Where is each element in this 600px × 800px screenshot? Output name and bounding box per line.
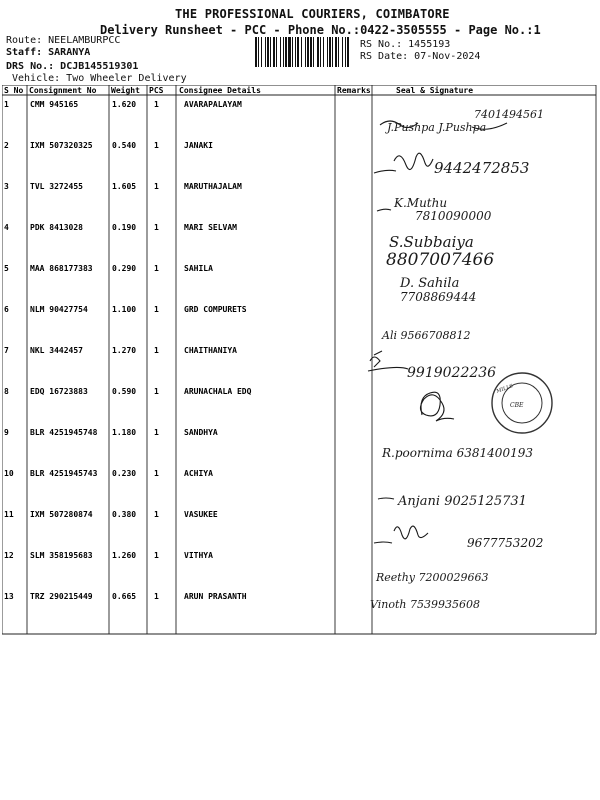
table-cell-consignment: EDQ 16723883 <box>30 387 88 396</box>
table-cell-consignee: ARUN PRASANTH <box>184 592 247 601</box>
table-cell-consignment: CMM 945165 <box>30 100 79 109</box>
table-cell-consignee: JANAKI <box>184 141 213 150</box>
table-cell-consignment: IXM 507280874 <box>30 510 93 519</box>
table-cell-sno: 11 <box>4 510 14 519</box>
table-cell-sno: 4 <box>4 223 9 232</box>
table-cell-weight: 1.620 <box>112 100 137 109</box>
table-cell-sno: 13 <box>4 592 14 601</box>
table-cell-consignment: BLR 4251945748 <box>30 428 98 437</box>
table-cell-consignment: TVL 3272455 <box>30 182 83 191</box>
table-cell-consignee: AVARAPALAYAM <box>184 100 242 109</box>
column-header: S No <box>4 86 24 95</box>
barcode-bar <box>313 37 314 67</box>
table-cell-weight: 1.605 <box>112 182 137 191</box>
table-cell-pcs: 1 <box>154 182 159 191</box>
table-cell-pcs: 1 <box>154 264 159 273</box>
table-cell-pcs: 1 <box>154 551 159 560</box>
table-cell-consignment: BLR 4251945743 <box>30 469 98 478</box>
barcode-bar <box>327 37 328 67</box>
table-cell-weight: 0.590 <box>112 387 137 396</box>
barcode-bar <box>301 37 302 67</box>
column-header: Remarks <box>337 86 371 95</box>
barcode <box>255 37 350 67</box>
table-cell-pcs: 1 <box>154 305 159 314</box>
barcode-bar <box>265 37 266 67</box>
table-cell-weight: 0.540 <box>112 141 137 150</box>
handwritten-phone: 7810090000 <box>415 209 492 223</box>
barcode-bar <box>288 37 291 67</box>
barcode-bar <box>280 37 281 67</box>
table-cell-consignee: MARI SELVAM <box>184 223 237 232</box>
table-cell-consignment: NKL 3442457 <box>30 346 83 355</box>
handwritten-phone: 9677753202 <box>467 536 544 550</box>
column-header: PCS <box>149 86 164 95</box>
table-cell-weight: 0.665 <box>112 592 137 601</box>
barcode-bar <box>332 37 333 67</box>
barcode-bar <box>338 37 339 67</box>
table-cell-pcs: 1 <box>154 346 159 355</box>
handwritten-signature: J.Pushpa J.Pushpa <box>387 121 487 134</box>
handwritten-phone: 9442472853 <box>434 159 530 177</box>
barcode-bar <box>317 37 319 67</box>
handwritten-signature: Vinoth 7539935608 <box>370 598 480 611</box>
runsheet-table <box>2 85 597 635</box>
runsheet-heading: Delivery Runsheet - PCC - Phone No.:0422-3505555 - Page No.:1 <box>100 23 541 37</box>
barcode-bar <box>342 37 343 67</box>
barcode-bar <box>335 37 337 67</box>
table-cell-weight: 1.180 <box>112 428 137 437</box>
table-cell-sno: 10 <box>4 469 14 478</box>
table-cell-sno: 2 <box>4 141 9 150</box>
barcode-bar <box>261 37 262 67</box>
table-cell-pcs: 1 <box>154 387 159 396</box>
table-cell-consignee: VASUKEE <box>184 510 218 519</box>
table-cell-pcs: 1 <box>154 469 159 478</box>
barcode-bar <box>320 37 321 67</box>
table-cell-sno: 6 <box>4 305 9 314</box>
drs-number: DRS No.: DCJB145519301 <box>6 61 139 72</box>
table-cell-weight: 1.260 <box>112 551 137 560</box>
table-cell-consignment: SLM 358195683 <box>30 551 93 560</box>
handwritten-signature: K.Muthu <box>394 196 448 210</box>
table-cell-pcs: 1 <box>154 100 159 109</box>
signature-scribble <box>378 498 394 499</box>
route-label: Route: NEELAMBURPCC <box>6 35 121 46</box>
handwritten-signature: Reethy 7200029663 <box>376 571 489 584</box>
table-cell-weight: 0.230 <box>112 469 137 478</box>
barcode-bar <box>310 37 312 67</box>
table-cell-sno: 12 <box>4 551 14 560</box>
svg-text:MILLS: MILLS <box>495 383 514 395</box>
table-cell-consignment: NLM 90427754 <box>30 305 88 314</box>
column-header: Consignment No <box>29 86 97 95</box>
column-header: Consignee Details <box>179 86 261 95</box>
table-cell-consignee: GRD COMPURETS <box>184 305 247 314</box>
staff-label: Staff: SARANYA <box>6 47 91 58</box>
vehicle-label: Vehicle: Two Wheeler Delivery <box>12 73 187 84</box>
barcode-bar <box>255 37 257 67</box>
seal-stamp <box>492 373 552 433</box>
barcode-bar <box>267 37 269 67</box>
handwritten-phone: Anjani 9025125731 <box>398 494 527 509</box>
table-cell-consignee: CHAITHANIYA <box>184 346 237 355</box>
table-cell-sno: 7 <box>4 346 9 355</box>
table-cell-consignee: ACHIYA <box>184 469 213 478</box>
table-cell-weight: 0.290 <box>112 264 137 273</box>
signature-scribble <box>368 351 408 371</box>
signature-scribble <box>374 153 433 173</box>
barcode-bar <box>295 37 296 67</box>
table-cell-sno: 1 <box>4 100 9 109</box>
handwritten-phone: 8807007466 <box>386 250 495 270</box>
barcode-bar <box>292 37 293 67</box>
table-cell-consignee: MARUTHAJALAM <box>184 182 242 191</box>
barcode-bar <box>345 37 346 67</box>
table-cell-weight: 1.100 <box>112 305 137 314</box>
barcode-bar <box>270 37 271 67</box>
signature-scribble <box>420 392 454 421</box>
barcode-bar <box>273 37 275 67</box>
column-header: Seal & Signature <box>396 86 474 95</box>
table-cell-pcs: 1 <box>154 592 159 601</box>
table-cell-sno: 5 <box>4 264 9 273</box>
table-cell-weight: 0.380 <box>112 510 137 519</box>
table-cell-pcs: 1 <box>154 223 159 232</box>
table-cell-pcs: 1 <box>154 141 159 150</box>
table-cell-consignee: VITHYA <box>184 551 213 560</box>
barcode-bar <box>305 37 306 67</box>
barcode-bar <box>329 37 331 67</box>
barcode-bar <box>283 37 284 67</box>
barcode-bar <box>285 37 287 67</box>
handwritten-phone: Ali 9566708812 <box>382 329 471 342</box>
table-cell-sno: 9 <box>4 428 9 437</box>
table-cell-consignment: MAA 868177383 <box>30 264 93 273</box>
table-body <box>4 100 252 601</box>
table-cell-pcs: 1 <box>154 510 159 519</box>
signature-column <box>368 108 552 611</box>
handwritten-phone: 7708869444 <box>400 290 477 304</box>
company-title: THE PROFESSIONAL COURIERS, COIMBATORE <box>175 7 450 21</box>
barcode-bar <box>307 37 309 67</box>
table-cell-weight: 1.270 <box>112 346 137 355</box>
table-cell-consignment: PDK 8413028 <box>30 223 83 232</box>
table-header <box>4 85 473 95</box>
barcode-bar <box>323 37 324 67</box>
table-cell-consignment: TRZ 290215449 <box>30 592 93 601</box>
signature-scribble <box>377 209 391 211</box>
barcode-bar <box>258 37 259 67</box>
column-header: Weight <box>111 86 140 95</box>
table-cell-sno: 8 <box>4 387 9 396</box>
barcode-bar <box>297 37 299 67</box>
rs-date: RS Date: 07-Nov-2024 <box>360 51 481 62</box>
handwritten-phone: 7401494561 <box>474 108 544 121</box>
svg-text:CBE: CBE <box>510 402 524 409</box>
barcode-bar <box>347 37 349 67</box>
handwritten-signature: D. Sahila <box>400 276 460 291</box>
signature-scribble <box>374 526 428 543</box>
table-cell-consignee: SAHILA <box>184 264 213 273</box>
table-cell-consignee: ARUNACHALA EDQ <box>184 387 252 396</box>
rs-number: RS No.: 1455193 <box>360 39 451 50</box>
handwritten-phone: 9919022236 <box>407 365 497 381</box>
table-cell-consignee: SANDHYA <box>184 428 218 437</box>
barcode-bar <box>276 37 277 67</box>
table-cell-sno: 3 <box>4 182 9 191</box>
handwritten-signature: S.Subbaiya <box>389 233 474 251</box>
table-cell-consignment: IXM 507320325 <box>30 141 93 150</box>
table-cell-weight: 0.190 <box>112 223 137 232</box>
table-cell-pcs: 1 <box>154 428 159 437</box>
handwritten-signature: R.poornima 6381400193 <box>382 446 533 460</box>
